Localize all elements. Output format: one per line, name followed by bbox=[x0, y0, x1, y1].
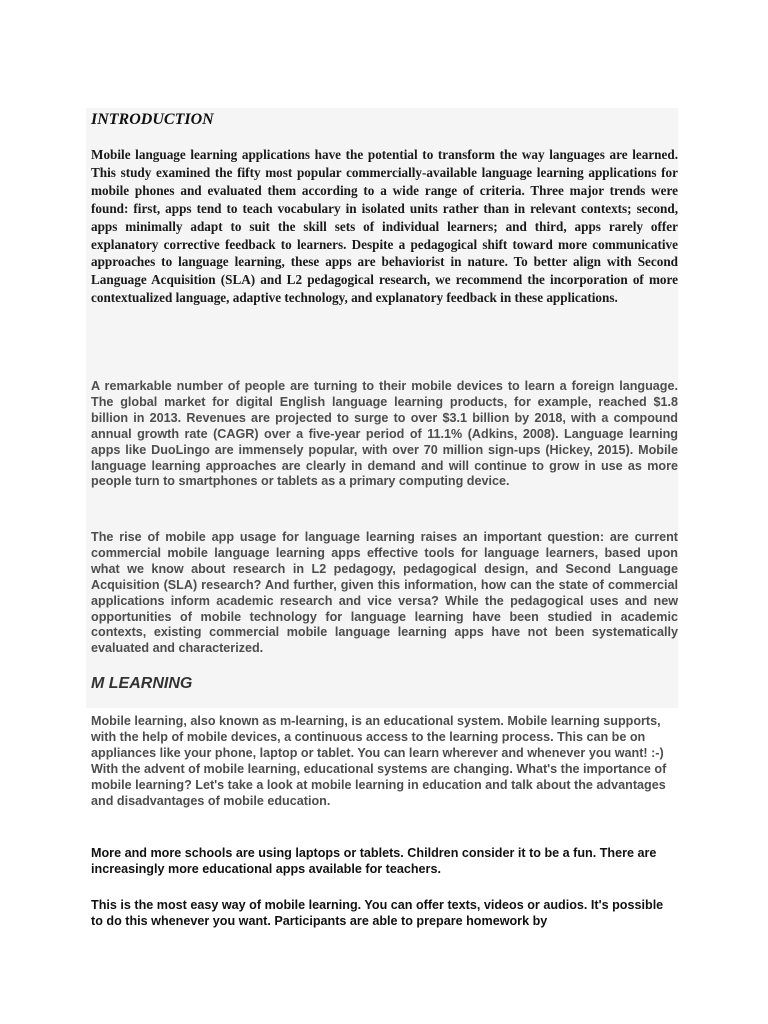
introduction-heading: INTRODUCTION bbox=[91, 111, 214, 128]
abstract-paragraph: Mobile language learning applications have the potential to transform the way languages are learned. This study examined the fifty most popular commercially-available language learning applications for mobile phones and evaluated them according to a wide range of criteria. Three major trends were found: first, apps tend to teach vocabulary in isolated units rather than in relevant contexts; second, apps minimally adapt to suit the skill sets of individual learners; and third, apps rarely offer explanatory corrective feedback to learners. Despite a pedagogical shift toward more communicative approaches to language learning, these apps are behaviorist in nature. To better align with Second Language Acquisition (SLA) and L2 pedagogical research, we recommend the incorporation of more contextualized language, adaptive technology, and explanatory feedback in these applications. bbox=[91, 147, 678, 306]
m-learning-heading: M LEARNING bbox=[91, 675, 193, 692]
intro-paragraph-2: The rise of mobile app usage for language learning raises an important question: are current commercial mobile language learning apps effective tools for language learners, based upon what we know about research in L2 pedagogy, pedagogical design, and Second Language Acquisition (SLA) research? And further, given this information, how can the state of commercial applications inform academic research and vice versa? While the pedagogical uses and new opportunities of mobile technology for language learning have been studied in academic contexts, existing commercial mobile language learning apps have not been systematically evaluated and characterized. bbox=[91, 530, 678, 656]
m-learning-paragraph-1: Mobile learning, also known as m-learning, is an educational system. Mobile learning supports, with the help of mobile devices, a continuous access to the learning process. This can be on appliances like your phone, laptop or tablet. You can learn wherever and whenever you want! :-) With the advent of mobile learning, educational systems are changing. What's the importance of mobile learning? Let's take a look at mobile learning in education and talk about the advantages and disadvantages of mobile education. bbox=[91, 714, 667, 808]
m-learning-paragraph-3: This is the most easy way of mobile learning. You can offer texts, videos or audios. It's possible to do this whenever you want. Participants are able to prepare homework by bbox=[91, 898, 664, 928]
m-learning-paragraph-2: More and more schools are using laptops or tablets. Children consider it to be a fun. There are increasingly more educational apps available for teachers. bbox=[91, 846, 657, 876]
intro-paragraph-1: A remarkable number of people are turning to their mobile devices to learn a foreign language. The global market for digital English language learning products, for example, reached $1.8 billion in 2013. Revenues are projected to surge to over $3.1 billion by 2018, with a compound annual growth rate (CAGR) over a five-year period of 11.1% (Adkins, 2008). Language learning apps like DuoLingo are immensely popular, with over 70 million sign-ups (Hickey, 2015). Mobile language learning approaches are clearly in demand and will continue to grow in use as more people turn to smartphones or tablets as a primary computing device. bbox=[91, 379, 678, 489]
